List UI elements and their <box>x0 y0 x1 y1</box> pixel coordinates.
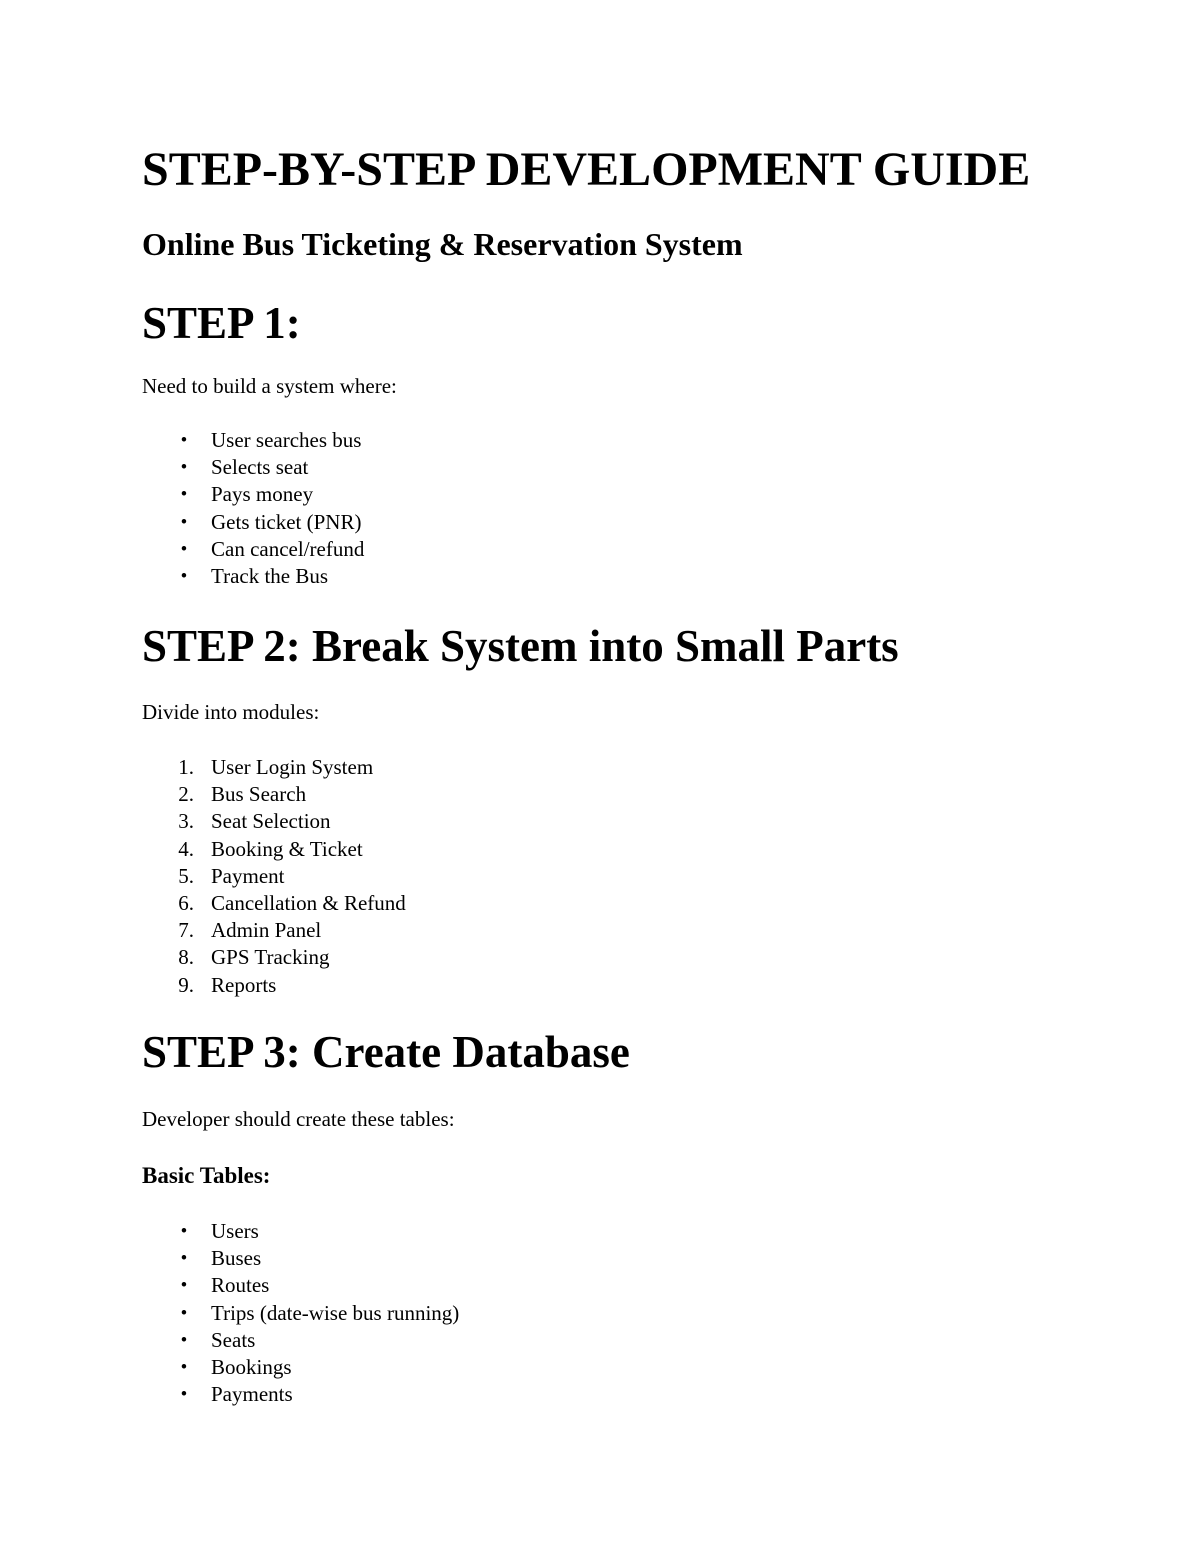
list-item <box>142 454 364 481</box>
list-item-text: Can cancel/refund <box>211 536 365 561</box>
list-item <box>142 890 406 917</box>
step1-list <box>142 427 364 590</box>
bullet-icon: • <box>180 1248 188 1270</box>
list-item-text: Track the Bus <box>211 563 329 588</box>
list-item-text: Payment <box>211 863 285 888</box>
list-item-text: Gets ticket (PNR) <box>211 509 362 534</box>
list-item <box>142 427 364 454</box>
list-number: 9. <box>178 972 194 997</box>
step3-heading: STEP 3: Create Database <box>142 1027 630 1077</box>
step3-intro: Developer should create these tables: <box>142 1107 455 1131</box>
bullet-icon: • <box>180 538 188 560</box>
bullet-icon: • <box>180 1275 188 1297</box>
list-item <box>142 808 406 835</box>
step2-intro: Divide into modules: <box>142 700 320 724</box>
bullet-icon: • <box>180 1356 188 1378</box>
list-number: 7. <box>178 918 194 943</box>
list-item-text: Pays money <box>211 482 314 507</box>
list-item <box>142 1381 459 1408</box>
document-subtitle: Online Bus Ticketing & Reservation System <box>142 226 743 262</box>
list-item <box>142 972 406 999</box>
bullet-icon: • <box>180 457 188 479</box>
list-number: 5. <box>178 863 194 888</box>
list-item <box>142 836 406 863</box>
list-item-text: User searches bus <box>211 428 362 452</box>
list-number: 2. <box>178 782 194 807</box>
list-item-text: Routes <box>211 1273 270 1298</box>
bullet-icon: • <box>180 430 188 451</box>
list-item-text: Selects seat <box>211 455 309 480</box>
list-number: 4. <box>178 836 194 861</box>
list-item <box>142 536 364 563</box>
list-item <box>142 509 364 536</box>
step3-list <box>142 1218 459 1408</box>
document-title: STEP-BY-STEP DEVELOPMENT GUIDE <box>142 143 1031 196</box>
list-item-text: Seats <box>211 1327 256 1352</box>
bullet-icon: • <box>180 1329 188 1351</box>
list-item <box>142 863 406 890</box>
bullet-icon: • <box>180 1221 188 1242</box>
list-item-text: Payments <box>211 1382 293 1407</box>
list-item <box>142 944 406 971</box>
list-item-text: User Login System <box>211 755 374 779</box>
bullet-icon: • <box>180 1384 188 1406</box>
list-item <box>142 1354 459 1381</box>
step3-subheading: Basic Tables: <box>142 1163 271 1188</box>
list-item-text: GPS Tracking <box>211 945 330 970</box>
list-item <box>142 781 406 808</box>
list-item <box>142 1272 459 1299</box>
bullet-icon: • <box>180 484 188 506</box>
list-item-text: Users <box>211 1219 259 1243</box>
list-item <box>142 917 406 944</box>
list-item-text: Admin Panel <box>211 918 322 943</box>
step2-heading: STEP 2: Break System into Small Parts <box>142 621 899 671</box>
list-item-text: Trips (date-wise bus running) <box>211 1300 460 1325</box>
step1-intro: Need to build a system where: <box>142 374 397 398</box>
list-item <box>142 1327 459 1354</box>
list-item-text: Bus Search <box>211 782 307 807</box>
list-number: 1. <box>178 755 194 779</box>
list-item-text: Cancellation & Refund <box>211 890 406 915</box>
list-item-text: Seat Selection <box>211 809 331 834</box>
list-number: 8. <box>178 945 194 970</box>
bullet-icon: • <box>180 565 188 587</box>
list-item-text: Booking & Ticket <box>211 836 363 861</box>
list-item <box>142 481 364 508</box>
list-item <box>142 1300 459 1327</box>
step2-list <box>142 754 406 999</box>
list-item <box>142 1218 459 1245</box>
list-number: 6. <box>178 890 194 915</box>
list-item <box>142 1245 459 1272</box>
list-item-text: Bookings <box>211 1354 292 1379</box>
list-item-text: Buses <box>211 1246 262 1271</box>
list-item <box>142 754 406 781</box>
bullet-icon: • <box>180 511 188 533</box>
list-item-text: Reports <box>211 972 277 997</box>
list-item <box>142 563 364 590</box>
bullet-icon: • <box>180 1302 188 1324</box>
list-number: 3. <box>178 809 194 834</box>
step1-heading: STEP 1: <box>142 298 301 348</box>
